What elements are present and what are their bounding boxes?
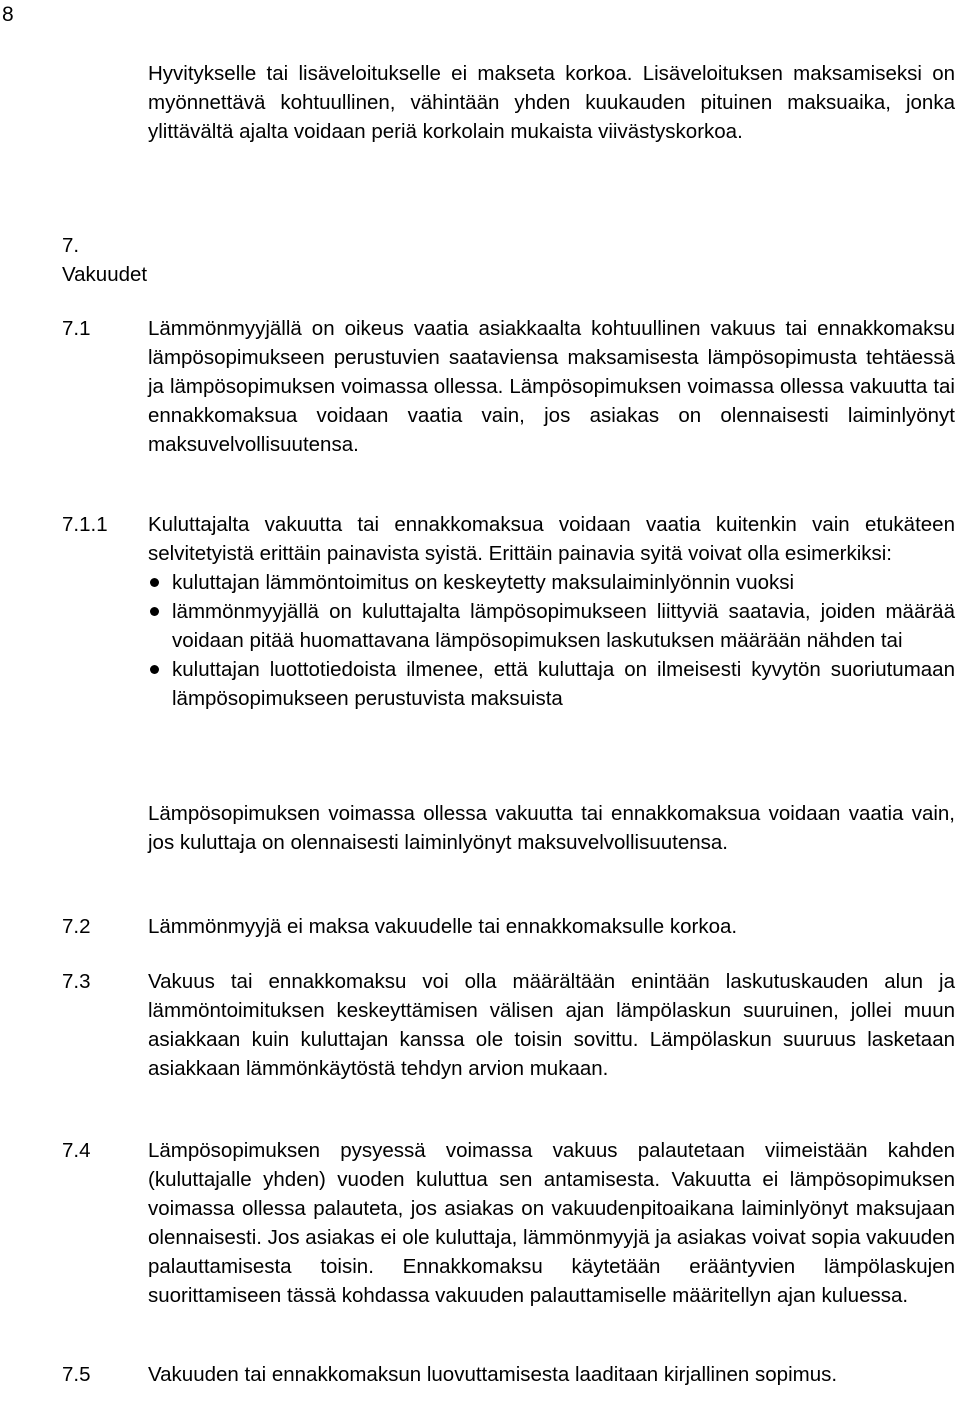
clause-number: 7.1 bbox=[62, 317, 91, 340]
clause-number: 7.5 bbox=[62, 1363, 91, 1386]
section-number: 7. bbox=[62, 234, 80, 257]
clause-text: Lämpösopimuksen pysyessä voimassa vakuus palautetaan viimeistään kahden (kuluttajalle yhden) vuoden kuluttua sen antamisesta. Vakuutta ei lämpösopimuksen voimassa ollessa palauteta, jos asiakas on vakuudenpitoaikana laiminlyönyt maksujaan olennaisesti. Jos asiakas ei ole kuluttaja, lämmönmyyjä ja asiakas voivat sopia vakuuden palauttamisesta toisin. Ennakkomaksu käytetään erääntyvien lämpölaskujen suorittamiseen tässä kohdassa vakuuden palauttamiselle määritellyn ajan kuluessa. bbox=[148, 1139, 955, 1307]
list-item-text: kuluttajan luottotiedoista ilmenee, että kuluttaja on ilmeisesti kyvytön suoriutumaan lämpösopimukseen perustuvista maksuista bbox=[172, 658, 955, 710]
clause-text: Vakuus tai ennakkomaksu voi olla määrältään enintään laskutuskauden alun ja lämmöntoimituksen keskeyttämisen välisen ajan lämpölaskun suuruinen, jollei muun asiakkaan kuin kuluttajan kanssa ole toisin sovittu. Lämpölaskun suuruus lasketaan asiakkaan lämmönkäytöstä tehdyn arvion mukaan. bbox=[148, 970, 955, 1080]
clause-text: Lämmönmyyjä ei maksa vakuudelle tai ennakkomaksulle korkoa. bbox=[148, 915, 738, 938]
clause-number: 7.2 bbox=[62, 915, 91, 938]
page-number: 8 bbox=[2, 3, 14, 26]
list-item bbox=[148, 597, 955, 655]
section-title: Vakuudet bbox=[62, 263, 148, 286]
clause-text: Vakuuden tai ennakkomaksun luovuttamisesta laaditaan kirjallinen sopimus. bbox=[148, 1363, 838, 1386]
list-item-text: kuluttajan lämmöntoimitus on keskeytetty maksulaiminlyönnin vuoksi bbox=[172, 571, 795, 594]
clause-7-3 bbox=[62, 967, 955, 1083]
clause-7-1-1 bbox=[62, 510, 955, 713]
clause-text: Lämmönmyyjällä on oikeus vaatia asiakkaalta kohtuullinen vakuus tai ennakkomaksu lämpösopimukseen perustuvien saataviensa maksamisesta lämpösopimusta tehtäessä ja lämpösopimuksen voimassa ollessa. Lämpösopimuksen voimassa ollessa vakuutta tai ennakkomaksua voidaan vaatia vain, jos asiakas on olennaisesti laiminlyönyt maksuvelvollisuutensa. bbox=[148, 317, 955, 456]
bullet-icon bbox=[150, 607, 159, 616]
bullet-icon bbox=[150, 578, 159, 587]
reason-list bbox=[148, 568, 955, 713]
clause-number: 7.4 bbox=[62, 1139, 91, 1162]
intro-paragraph bbox=[148, 59, 955, 146]
clause-7-2 bbox=[62, 912, 955, 941]
clause-7-5 bbox=[62, 1360, 955, 1389]
list-item bbox=[148, 568, 955, 597]
clause-7-1 bbox=[62, 314, 955, 459]
clause-7-1-1-closing bbox=[148, 799, 955, 857]
intro-paragraph-text: Hyvitykselle tai lisäveloitukselle ei makseta korkoa. Lisäveloituksen maksamiseksi on myönnettävä kohtuullinen, vähintään yhden kuukauden pituinen maksuaika, jonka ylittävältä ajalta voidaan periä korkolain mukaista viivästyskorkoa. bbox=[148, 62, 955, 143]
section-heading bbox=[62, 231, 147, 289]
clause-text: Kuluttajalta vakuutta tai ennakkomaksua voidaan vaatia kuitenkin vain etukäteen selvitetyistä erittäin painavista syistä. Erittäin painavia syitä voivat olla esimerkiksi: bbox=[148, 513, 955, 565]
clause-7-4 bbox=[62, 1136, 955, 1310]
closing-paragraph: Lämpösopimuksen voimassa ollessa vakuutta tai ennakkomaksua voidaan vaatia vain, jos kuluttaja on olennaisesti laiminlyönyt maksuvelvollisuutensa. bbox=[148, 802, 955, 854]
clause-number: 7.1.1 bbox=[62, 513, 108, 536]
bullet-icon bbox=[150, 665, 159, 674]
list-item-text: lämmönmyyjällä on kuluttajalta lämpösopimukseen liittyviä saatavia, joiden määrää voidaan pitää huomattavana lämpösopimuksen laskutuksen määrään nähden tai bbox=[172, 600, 955, 652]
clause-number: 7.3 bbox=[62, 970, 91, 993]
clause-body bbox=[148, 510, 955, 713]
list-item bbox=[148, 655, 955, 713]
